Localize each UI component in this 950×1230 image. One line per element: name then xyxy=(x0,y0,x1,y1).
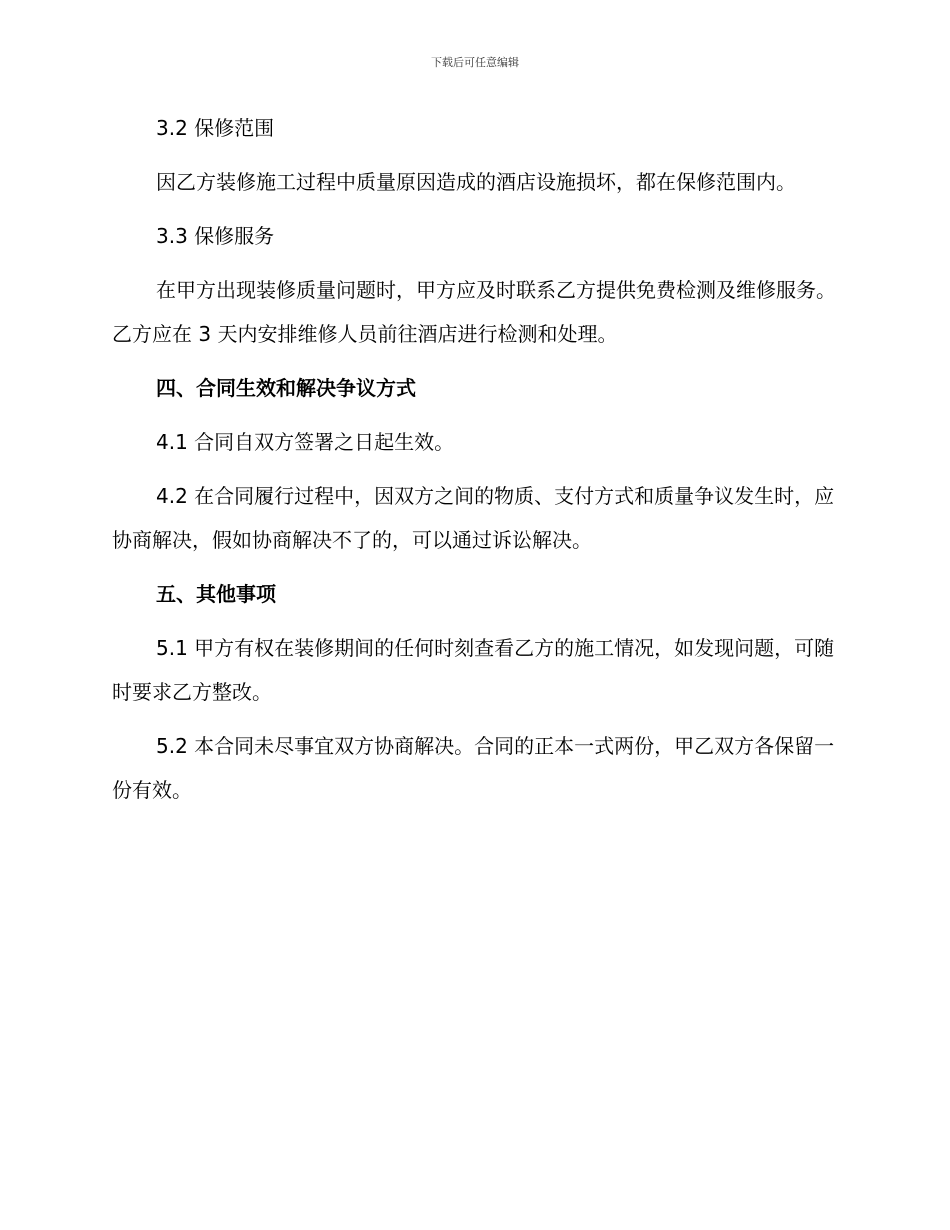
section-4-2: 4.2 在合同履行过程中，因双方之间的物质、支付方式和质量争议发生时，应协商解决，假如协商解决不了的，可以通过诉讼解决。 xyxy=(112,484,835,552)
section-5-2: 5.2 本合同未尽事宜双方协商解决。合同的正本一式两份，甲乙双方各保留一份有效。 xyxy=(112,734,835,802)
section-3-3-content: 在甲方出现装修质量问题时，甲方应及时联系乙方提供免费检测及维修服务。乙方应在 3 天内安排维修人员前往酒店进行检测和处理。 xyxy=(112,278,836,346)
section-3-2-title: 3.2 保修范围 xyxy=(156,116,275,140)
section-3-3-title: 3.3 保修服务 xyxy=(156,224,275,248)
section-5-1: 5.1 甲方有权在装修期间的任何时刻查看乙方的施工情况，如发现问题，可随时要求乙方整改。 xyxy=(112,636,835,704)
section-3-2-content: 因乙方装修施工过程中质量原因造成的酒店设施损坏，都在保修范围内。 xyxy=(156,170,796,194)
section-4-1: 4.1 合同自双方签署之日起生效。 xyxy=(156,430,455,454)
document-body xyxy=(112,106,842,812)
page-header: 下载后可任意编辑 xyxy=(431,56,519,69)
section-5-heading: 五、其他事项 xyxy=(156,582,276,606)
section-4-heading: 四、合同生效和解决争议方式 xyxy=(156,376,416,400)
